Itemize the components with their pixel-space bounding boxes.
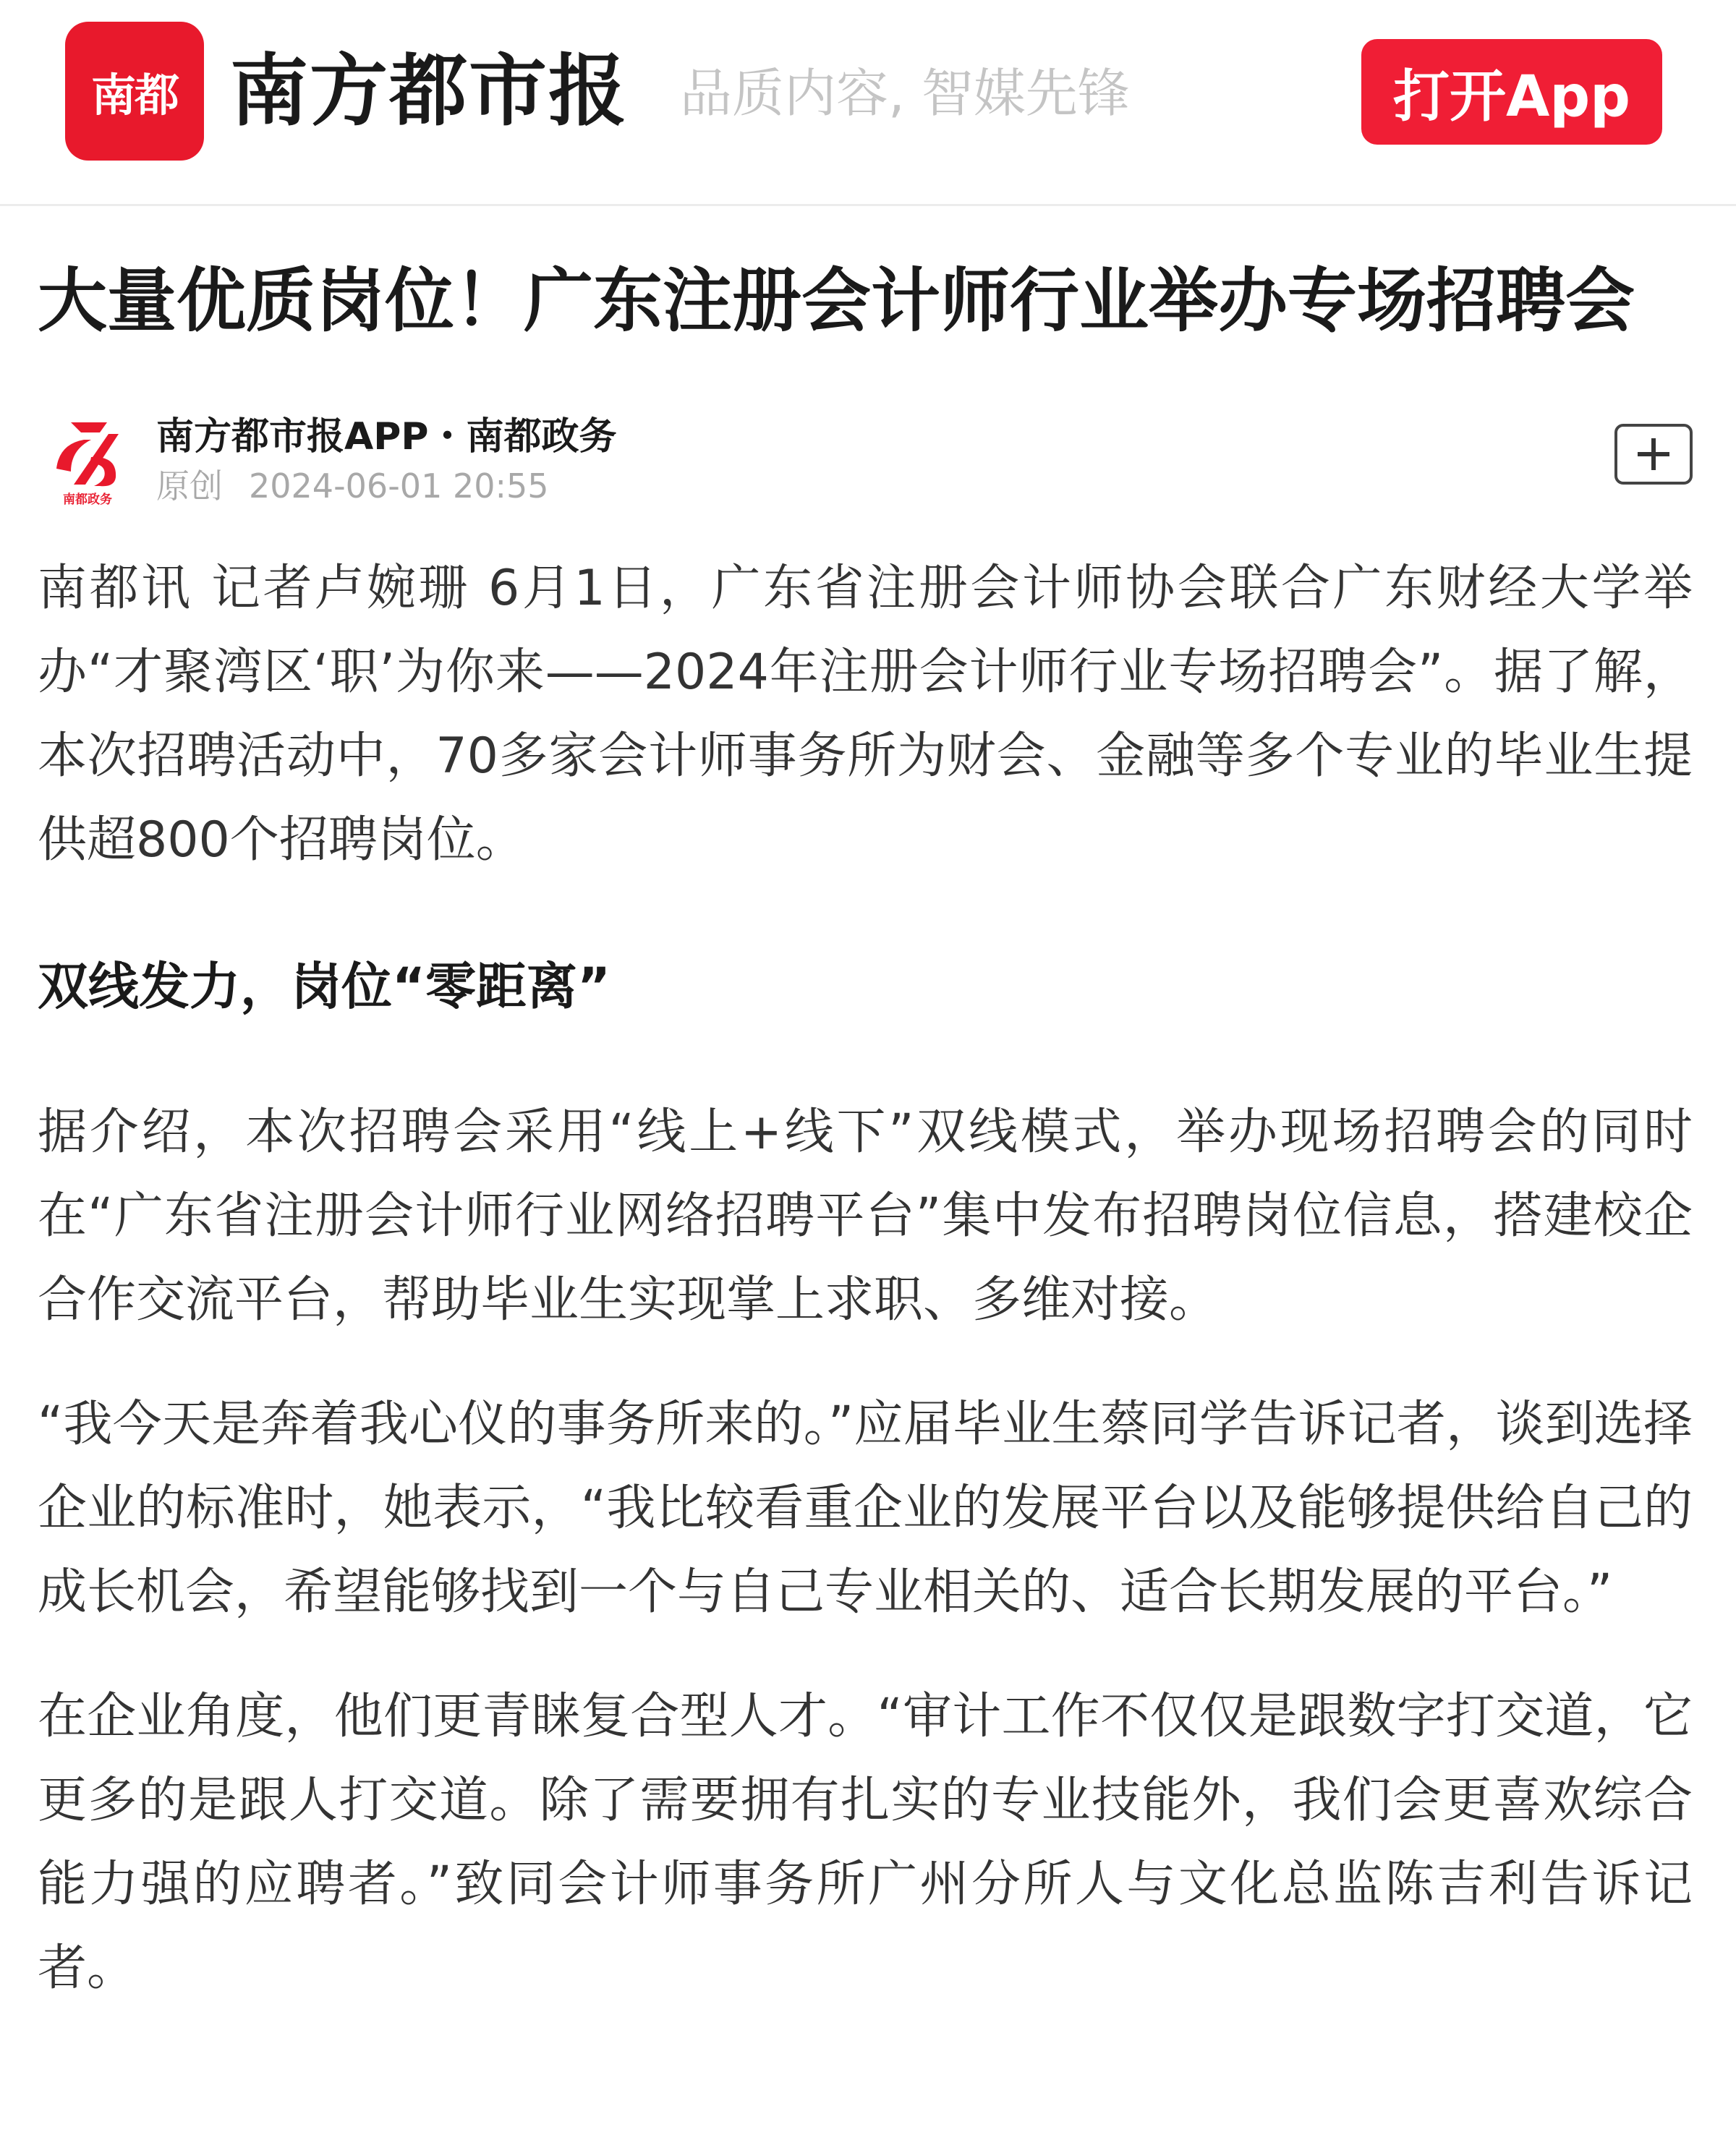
brand-name: 南方都市报: [230, 46, 629, 137]
paragraph-format: 据介绍，本次招聘会采用“线上+线下”双线模式，举办现场招聘会的同时在“广东省注册会计师行业网络招聘平台”集中发布招聘岗位信息，搭建校企合作交流平台，帮助毕业生实现掌上求职、多维对接。: [38, 1104, 1693, 1329]
original-tag: 原创: [156, 466, 223, 506]
article-title: 大量优质岗位！广东注册会计师行业举办专场招聘会: [38, 260, 1635, 341]
nandu-app-logo[interactable]: [65, 22, 204, 161]
open-app-button[interactable]: 打开App: [1361, 39, 1662, 145]
nandu-zhengwu-logo-icon[interactable]: [49, 415, 126, 508]
paragraph-student-quote: “我今天是奔着我心仪的事务所来的。”应届毕业生蔡同学告诉记者，谈到选择企业的标准时，她表示，“我比较看重企业的发展平台以及能够提供给自己的成长机会，希望能够找到一个与自己专业相关的、适合长期发展的平台。”: [38, 1396, 1693, 1621]
logo-text: 南都: [90, 68, 178, 122]
paragraph-intro: 南都讯 记者卢婉珊 6月1日，广东省注册会计师协会联合广东财经大学举办“才聚湾区‘职’为你来——2024年注册会计师行业专场招聘会”。据了解，本次招聘活动中，70多家会计师事务所为财会、金融等多个专业的毕业生提供超800个招聘岗位。: [38, 560, 1693, 869]
plus-icon: [1633, 434, 1674, 474]
logo-caption: 南都政务: [63, 493, 112, 507]
section-subheading: 双线发力，岗位“零距离”: [38, 957, 611, 1016]
brand-slogan: 品质内容, 智媒先锋: [680, 63, 1130, 124]
article-meta: [38, 409, 1693, 518]
follow-button[interactable]: [1614, 424, 1693, 485]
paragraph-employer-quote: 在企业角度，他们更青睐复合型人才。“审计工作不仅仅是跟数字打交道，它更多的是跟人打交道。除了需要拥有扎实的专业技能外，我们会更喜欢综合能力强的应聘者。”致同会计师事务所广州分所人与文化总监陈吉利告诉记者。: [38, 1688, 1693, 1997]
article-body: [38, 204, 1693, 2011]
top-header-bar: [0, 0, 1736, 206]
source-name[interactable]: 南方都市报APP・南都政务: [156, 415, 617, 459]
publish-datetime: 2024-06-01 20:55: [249, 466, 549, 506]
source-subline: [156, 463, 549, 509]
